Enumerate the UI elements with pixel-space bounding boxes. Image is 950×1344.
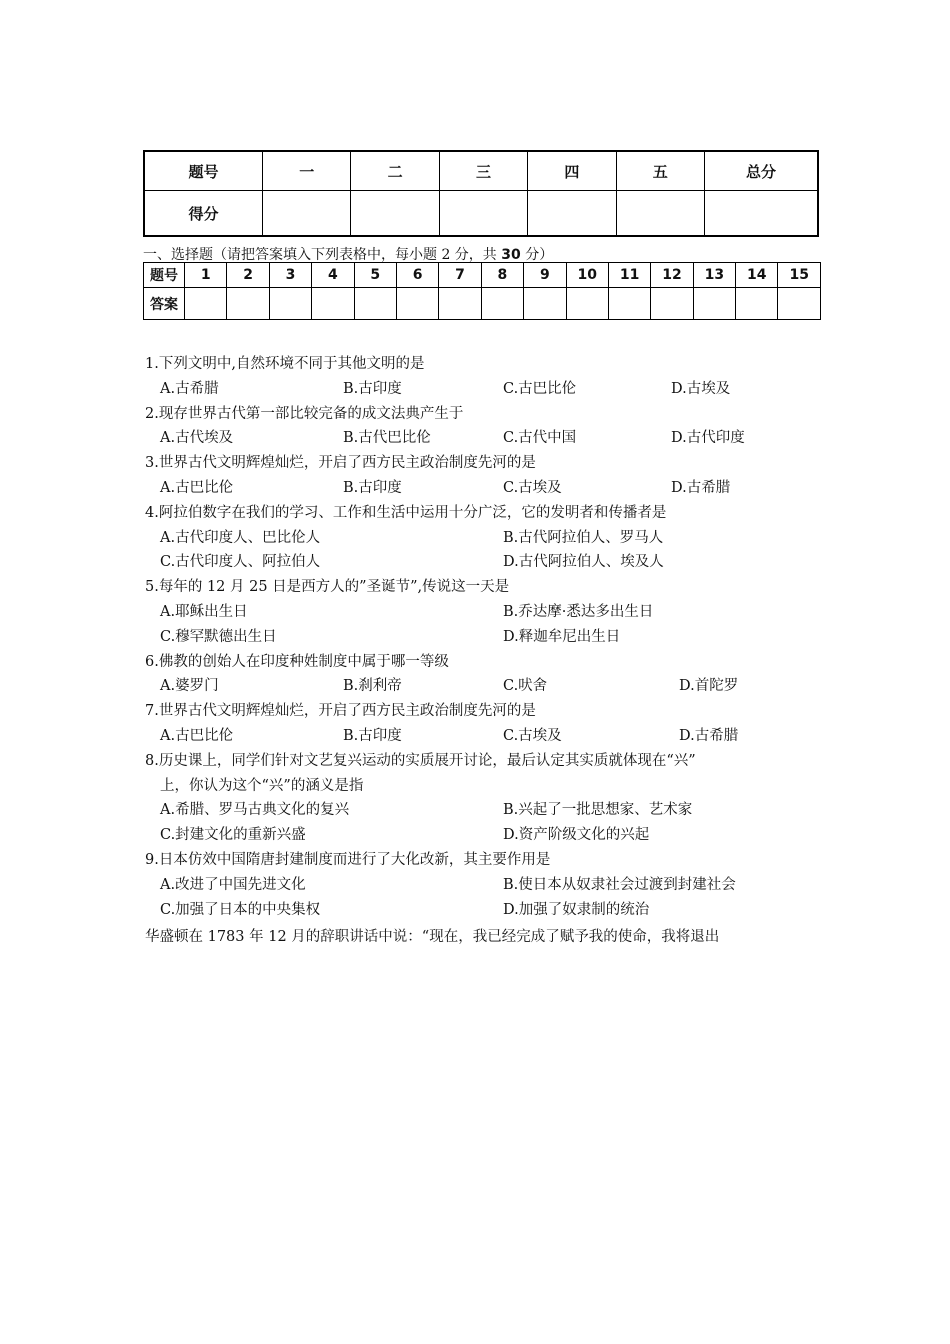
question-stem: 6.佛教的创始人在印度种姓制度中属于哪一等级	[145, 653, 449, 670]
options-line	[145, 674, 825, 699]
questions-list	[145, 352, 825, 922]
option-d[interactable]: D.释迦牟尼出生日	[503, 628, 621, 645]
option-c[interactable]: C.封建文化的重新兴盛	[160, 827, 306, 844]
answer-number-cell: 7	[439, 263, 481, 288]
score-header-cell: 总分	[705, 151, 819, 191]
section-title-post: 分）	[520, 247, 554, 263]
option-c[interactable]: C.古埃及	[503, 479, 562, 496]
question-stem: 7.世界古代文明辉煌灿烂，开启了西方民主政治制度先河的是	[145, 703, 536, 720]
option-d[interactable]: D.加强了奴隶制的统治	[503, 901, 650, 918]
options-line	[145, 798, 825, 823]
options-line	[145, 526, 825, 551]
answer-number-cell: 9	[524, 263, 566, 288]
question-stem: 3.世界古代文明辉煌灿烂，开启了西方民主政治制度先河的是	[145, 455, 536, 472]
score-header-cell: 四	[528, 151, 616, 191]
answer-number-cell: 3	[269, 263, 311, 288]
option-c[interactable]: C.穆罕默德出生日	[160, 628, 277, 645]
answer-number-cell: 6	[396, 263, 438, 288]
option-b[interactable]: B.古印度	[343, 380, 402, 397]
options-line	[145, 823, 825, 848]
option-c[interactable]: C.古代中国	[503, 430, 577, 447]
options-line	[145, 873, 825, 898]
answer-number-cell: 2	[227, 263, 269, 288]
score-input-cell[interactable]	[439, 191, 527, 237]
options-line	[145, 600, 825, 625]
option-a[interactable]: A.古代印度人、巴比伦人	[160, 529, 321, 546]
options-line	[145, 898, 825, 923]
option-d[interactable]: D.古希腊	[671, 479, 731, 496]
answer-input-cell[interactable]	[269, 288, 311, 320]
answer-input-cell[interactable]	[354, 288, 396, 320]
option-d[interactable]: D.古埃及	[671, 380, 731, 397]
answer-input-cell[interactable]	[608, 288, 650, 320]
answer-input-cell[interactable]	[481, 288, 523, 320]
question-stem: 8.历史课上，同学们针对文艺复兴运动的实质展开讨论，最后认定其实质就体现在“兴”	[145, 752, 696, 769]
option-c[interactable]: C.古代印度人、阿拉伯人	[160, 554, 321, 571]
question-stem-continued: 上，你认为这个“兴”的涵义是指	[160, 777, 364, 794]
answer-input-cell[interactable]	[566, 288, 608, 320]
score-input-cell[interactable]	[263, 191, 351, 237]
section-title-score: 30	[501, 247, 521, 263]
answer-input-cell[interactable]	[693, 288, 735, 320]
option-d[interactable]: D.古希腊	[679, 727, 739, 744]
options-line	[145, 724, 825, 749]
option-b[interactable]: B.古印度	[343, 479, 402, 496]
option-c[interactable]: C.加强了日本的中央集权	[160, 901, 321, 918]
option-b[interactable]: B.古代巴比伦	[343, 430, 431, 447]
question-stem: 5.每年的 12 月 25 日是西方人的”圣诞节”,传说这一天是	[145, 579, 510, 596]
answer-number-cell: 8	[481, 263, 523, 288]
answer-input-cell[interactable]	[312, 288, 354, 320]
final-line: 华盛顿在 1783 年 12 月的辞职讲话中说：“现在，我已经完成了赋予我的使命，我将退出	[145, 929, 720, 945]
score-input-cell[interactable]	[351, 191, 439, 237]
question-stem: 4.阿拉伯数字在我们的学习、工作和生活中运用十分广泛，它的发明者和传播者是	[145, 504, 667, 521]
answer-number-cell: 5	[354, 263, 396, 288]
option-b[interactable]: B.刹利帝	[343, 678, 402, 695]
option-a[interactable]: A.古代埃及	[160, 430, 234, 447]
answer-number-cell: 15	[778, 263, 821, 288]
answer-number-cell: 13	[693, 263, 735, 288]
answer-number-cell: 10	[566, 263, 608, 288]
option-b[interactable]: B.古印度	[343, 727, 402, 744]
score-header-cell: 三	[439, 151, 527, 191]
option-b[interactable]: B.乔达摩·悉达多出生日	[503, 603, 654, 620]
option-a[interactable]: A.婆罗门	[160, 678, 219, 695]
options-line	[145, 476, 825, 501]
option-b[interactable]: B.使日本从奴隶社会过渡到封建社会	[503, 876, 736, 893]
answer-input-cell[interactable]	[736, 288, 778, 320]
options-line	[145, 426, 825, 451]
answer-input-cell[interactable]	[778, 288, 821, 320]
answer-table-row2-label: 答案	[144, 288, 185, 320]
answer-input-cell[interactable]	[227, 288, 269, 320]
answer-input-cell[interactable]	[396, 288, 438, 320]
answer-number-cell: 11	[608, 263, 650, 288]
score-header-cell: 二	[351, 151, 439, 191]
score-input-cell[interactable]	[705, 191, 819, 237]
answer-input-cell[interactable]	[524, 288, 566, 320]
score-input-cell[interactable]	[616, 191, 704, 237]
option-c[interactable]: C.吠舍	[503, 678, 548, 695]
option-b[interactable]: B.古代阿拉伯人、罗马人	[503, 529, 664, 546]
answer-input-cell[interactable]	[651, 288, 693, 320]
option-a[interactable]: A.希腊、罗马古典文化的复兴	[160, 802, 350, 819]
score-header-cell: 五	[616, 151, 704, 191]
score-header-cell: 题号	[144, 151, 263, 191]
score-table	[143, 150, 819, 237]
option-a[interactable]: A.耶稣出生日	[160, 603, 248, 620]
score-row-label: 得分	[144, 191, 263, 237]
option-a[interactable]: A.古希腊	[160, 380, 219, 397]
score-header-cell: 一	[263, 151, 351, 191]
option-a[interactable]: A.古巴比伦	[160, 479, 234, 496]
answer-input-cell[interactable]	[185, 288, 227, 320]
question-stem: 2.现存世界古代第一部比较完备的成文法典产生于	[145, 405, 464, 422]
option-b[interactable]: B.兴起了一批思想家、艺术家	[503, 802, 693, 819]
answer-number-cell: 1	[185, 263, 227, 288]
answer-table-row1-label: 题号	[144, 263, 185, 288]
option-d[interactable]: D.古代印度	[671, 430, 745, 447]
answer-table	[143, 262, 821, 320]
answer-input-cell[interactable]	[439, 288, 481, 320]
section-title-pre: 一、选择题（请把答案填入下列表格中，每小题 2 分，共	[143, 247, 502, 263]
option-d[interactable]: D.古代阿拉伯人、埃及人	[503, 554, 664, 571]
option-d[interactable]: D.首陀罗	[679, 678, 739, 695]
option-a[interactable]: A.改进了中国先进文化	[160, 876, 306, 893]
answer-number-cell: 12	[651, 263, 693, 288]
options-line	[145, 625, 825, 650]
option-c[interactable]: C.古埃及	[503, 727, 562, 744]
option-a[interactable]: A.古巴比伦	[160, 727, 234, 744]
options-line	[145, 550, 825, 575]
score-input-cell[interactable]	[528, 191, 616, 237]
question-stem: 1.下列文明中,自然环境不同于其他文明的是	[145, 356, 425, 372]
option-c[interactable]: C.古巴比伦	[503, 380, 577, 397]
options-line	[145, 377, 825, 402]
option-d[interactable]: D.资产阶级文化的兴起	[503, 827, 650, 844]
answer-number-cell: 14	[736, 263, 778, 288]
answer-number-cell: 4	[312, 263, 354, 288]
question-stem: 9.日本仿效中国隋唐封建制度而进行了大化改新，其主要作用是	[145, 851, 551, 868]
section-title	[143, 244, 553, 264]
